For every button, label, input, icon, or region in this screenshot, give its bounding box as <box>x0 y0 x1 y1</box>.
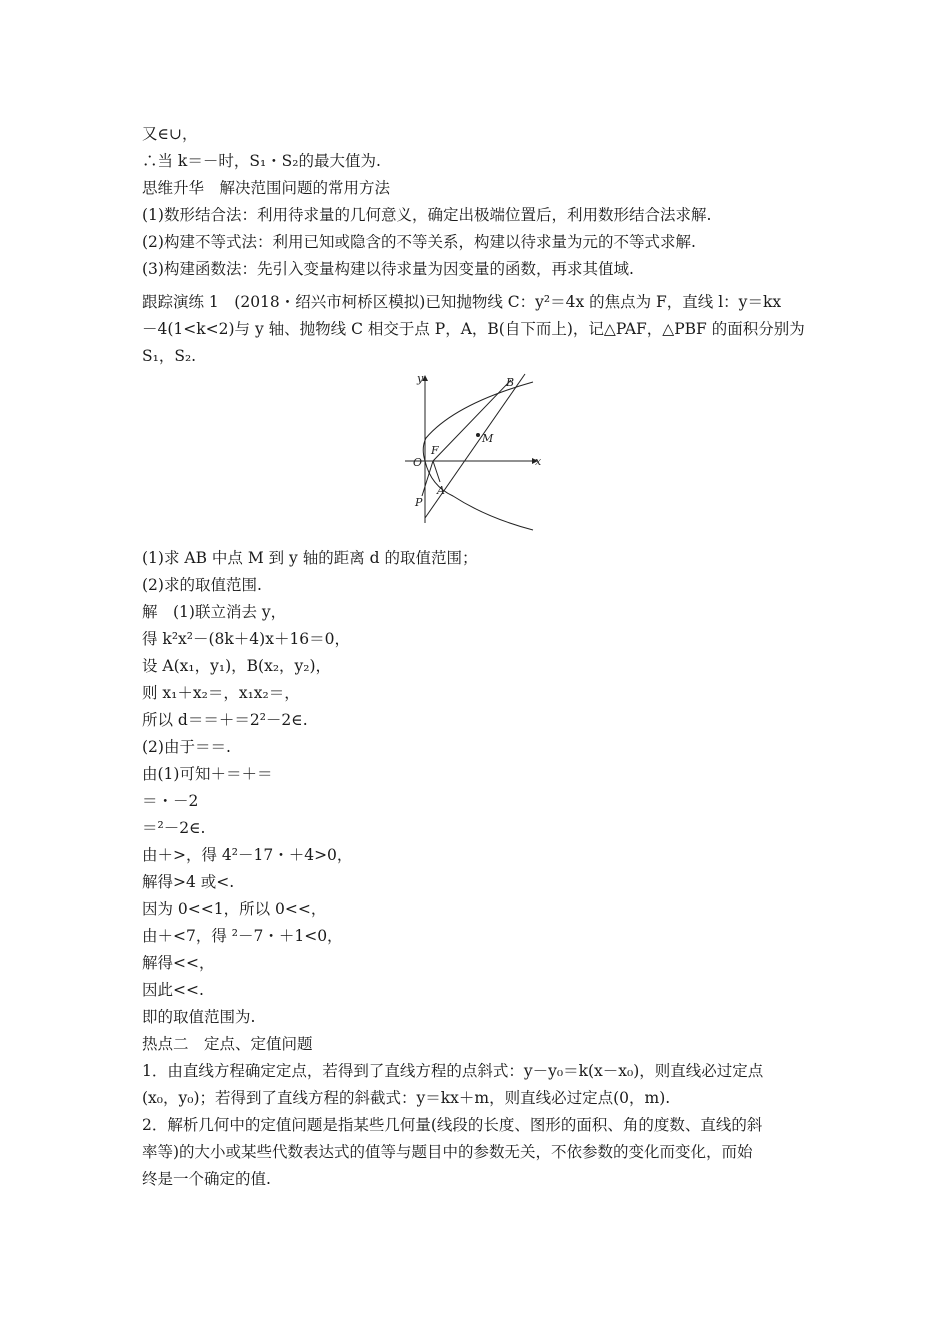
solution-line: (2)由于＝＝. <box>142 738 231 756</box>
problem-line: S₁，S₂. <box>142 347 197 365</box>
point-f-label: F <box>431 444 439 457</box>
problem-line: －4(1<k<2)与 y 轴、抛物线 C 相交于点 P，A，B(自下而上)，记△PAF，△PBF 的面积分别为 <box>142 320 805 338</box>
point-a-label: A <box>437 484 445 497</box>
point-m-label: M <box>482 432 494 445</box>
solution-line: 解得<<， <box>142 954 215 972</box>
solution-line: 设 A(x₁，y₁)，B(x₂，y₂)， <box>142 657 332 675</box>
text-line: (1)求 AB 中点 M 到 y 轴的距离 d 的取值范围； <box>142 549 478 567</box>
solution-line: 由(1)可知＋＝＋＝ <box>142 765 273 783</box>
point-m <box>476 433 480 437</box>
solution-line: 由＋<7，得 ²－7・＋1<0， <box>142 927 343 945</box>
section-heading: 思维升华 解决范围问题的常用方法 <box>142 179 391 197</box>
point-b-label: B <box>506 376 515 389</box>
text-line: (1)数形结合法：利用待求量的几何意义，确定出极端位置后，利用数形结合法求解. <box>142 206 712 224</box>
text-line: (3)构建函数法：先引入变量构建以待求量为因变量的函数，再求其值域. <box>142 260 634 278</box>
text-line: 率等)的大小或某些代数表达式的值等与题目中的参数无关，不依参数的变化而变化，而始 <box>142 1143 753 1161</box>
origin-label: O <box>413 456 423 469</box>
solution-line: 由＋>，得 4²－17・＋4>0， <box>142 846 353 864</box>
text-line: ∴当 k＝－时，S₁・S₂的最大值为. <box>142 152 381 170</box>
segment-PF <box>422 461 433 496</box>
solution-line: 则 x₁＋x₂＝，x₁x₂＝， <box>142 684 300 702</box>
solution-line: 解得>4 或<. <box>142 873 235 891</box>
parabola-figure <box>395 368 555 536</box>
y-axis-label: y <box>417 372 424 385</box>
point-p-label: P <box>415 496 423 509</box>
text-line: 2．解析几何中的定值问题是指某些几何量(线段的长度、图形的面积、角的度数、直线的斜 <box>142 1116 763 1134</box>
solution-line: 即的取值范围为. <box>142 1008 256 1026</box>
segment-FA <box>433 461 440 482</box>
problem-line: 跟踪演练 1 (2018・绍兴市柯桥区模拟)已知抛物线 C：y²＝4x 的焦点为 F，直线 l：y＝kx <box>142 293 782 311</box>
text-line: (2)求的取值范围. <box>142 576 262 594</box>
solution-line: 解 (1)联立消去 y， <box>142 603 287 621</box>
solution-line: 所以 d＝＝＋＝2²－2∈. <box>142 711 308 729</box>
section-heading: 热点二 定点、定值问题 <box>142 1035 313 1053</box>
solution-line: ＝・－2 <box>142 792 199 810</box>
text-line: 1．由直线方程确定定点，若得到了直线方程的点斜式：y－y₀＝k(x－x₀)，则直线必过定点 <box>142 1062 764 1080</box>
solution-line: 因为 0<<1，所以 0<<， <box>142 900 327 918</box>
solution-line: ＝²－2∈. <box>142 819 206 837</box>
x-axis-label: x <box>535 455 542 468</box>
parabola-curve <box>423 382 533 530</box>
text-line: (2)构建不等式法：利用已知或隐含的不等关系，构建以待求量为元的不等式求解. <box>142 233 696 251</box>
solution-line: 因此<<. <box>142 981 204 999</box>
text-line: 又∈∪， <box>142 125 198 143</box>
text-line: (x₀，y₀)；若得到了直线方程的斜截式：y＝kx＋m，则直线必过定点(0，m). <box>142 1089 671 1107</box>
parabola-diagram <box>395 368 555 536</box>
text-line: 终是一个确定的值. <box>142 1170 271 1188</box>
solution-line: 得 k²x²－(8k＋4)x＋16＝0， <box>142 630 351 648</box>
